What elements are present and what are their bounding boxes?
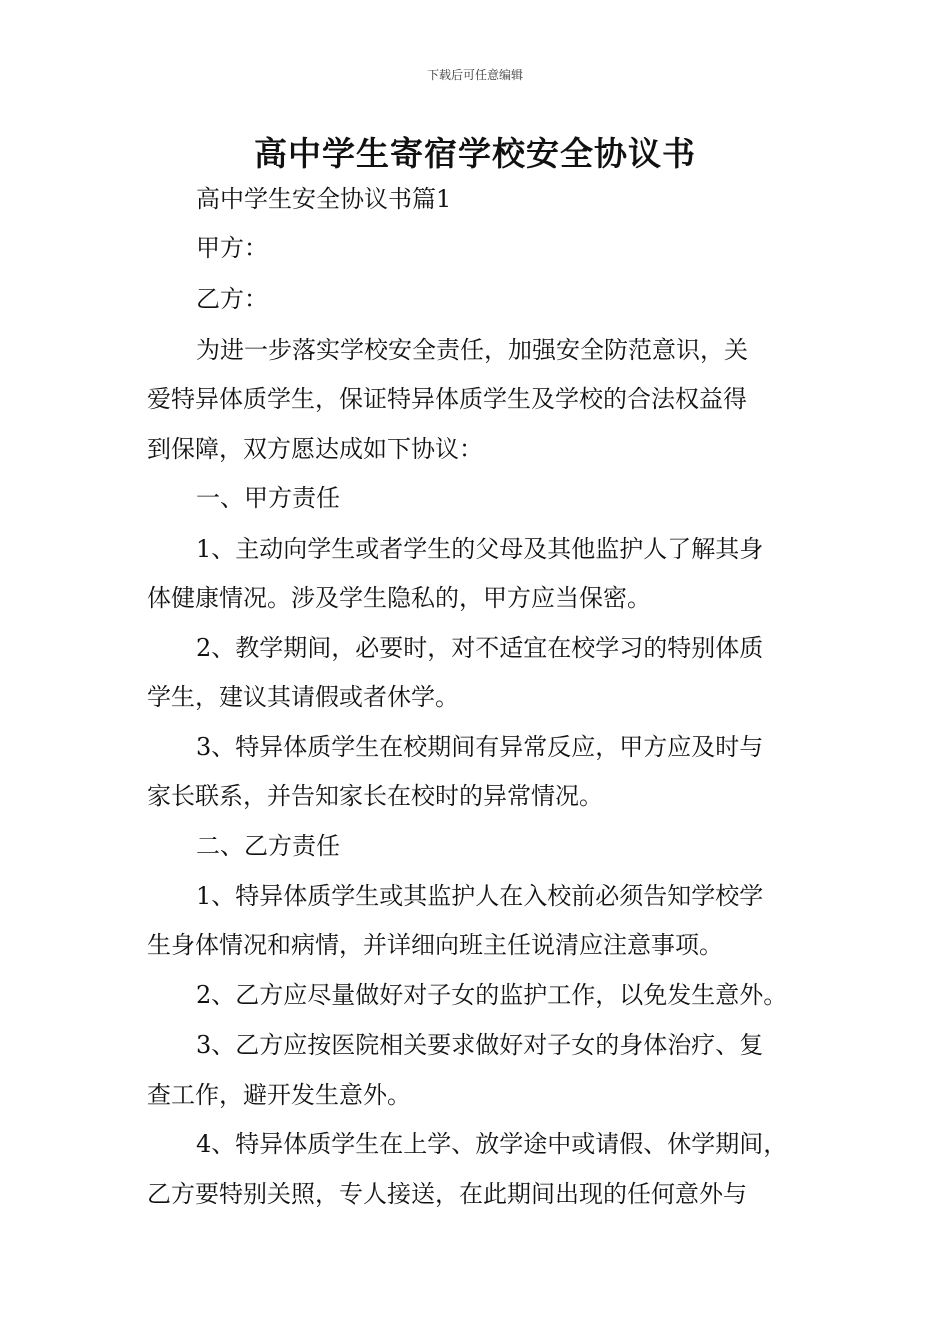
body-line: 体健康情况。涉及学生隐私的，甲方应当保密。	[147, 584, 651, 612]
body-line: 1、主动向学生或者学生的父母及其他监护人了解其身	[196, 535, 764, 563]
section-heading: 一、甲方责任	[196, 484, 340, 512]
body-line: 家长联系，并告知家长在校时的异常情况。	[147, 782, 603, 810]
body-line: 到保障，双方愿达成如下协议：	[147, 435, 483, 463]
body-line: 为进一步落实学校安全责任，加强安全防范意识，关	[196, 336, 748, 364]
body-line: 2、教学期间，必要时，对不适宜在校学习的特别体质	[196, 634, 764, 662]
body-line: 生身体情况和病情，并详细向班主任说清应注意事项。	[147, 931, 723, 959]
body-line: 爱特异体质学生，保证特异体质学生及学校的合法权益得	[147, 385, 747, 413]
body-line: 4、特异体质学生在上学、放学途中或请假、休学期间，	[196, 1130, 788, 1158]
body-line: 乙方：	[196, 285, 268, 313]
body-line: 乙方要特别关照，专人接送，在此期间出现的任何意外与	[147, 1180, 747, 1208]
body-line: 查工作，避开发生意外。	[147, 1081, 411, 1109]
body-line: 1、特异体质学生或其监护人在入校前必须告知学校学	[196, 882, 764, 910]
body-line: 高中学生安全协议书篇1	[196, 185, 452, 213]
body-line: 3、特异体质学生在校期间有异常反应，甲方应及时与	[196, 733, 764, 761]
body-line: 2、乙方应尽量做好对子女的监护工作，以免发生意外。	[196, 981, 788, 1009]
body-line: 学生，建议其请假或者休学。	[147, 683, 459, 711]
body-line: 3、乙方应按医院相关要求做好对子女的身体治疗、复	[196, 1031, 764, 1059]
body-line: 甲方：	[196, 234, 268, 262]
section-heading: 二、乙方责任	[196, 832, 340, 860]
header-note: 下载后可任意编辑	[426, 68, 523, 82]
document-title: 高中学生寄宿学校安全协议书	[254, 134, 696, 173]
